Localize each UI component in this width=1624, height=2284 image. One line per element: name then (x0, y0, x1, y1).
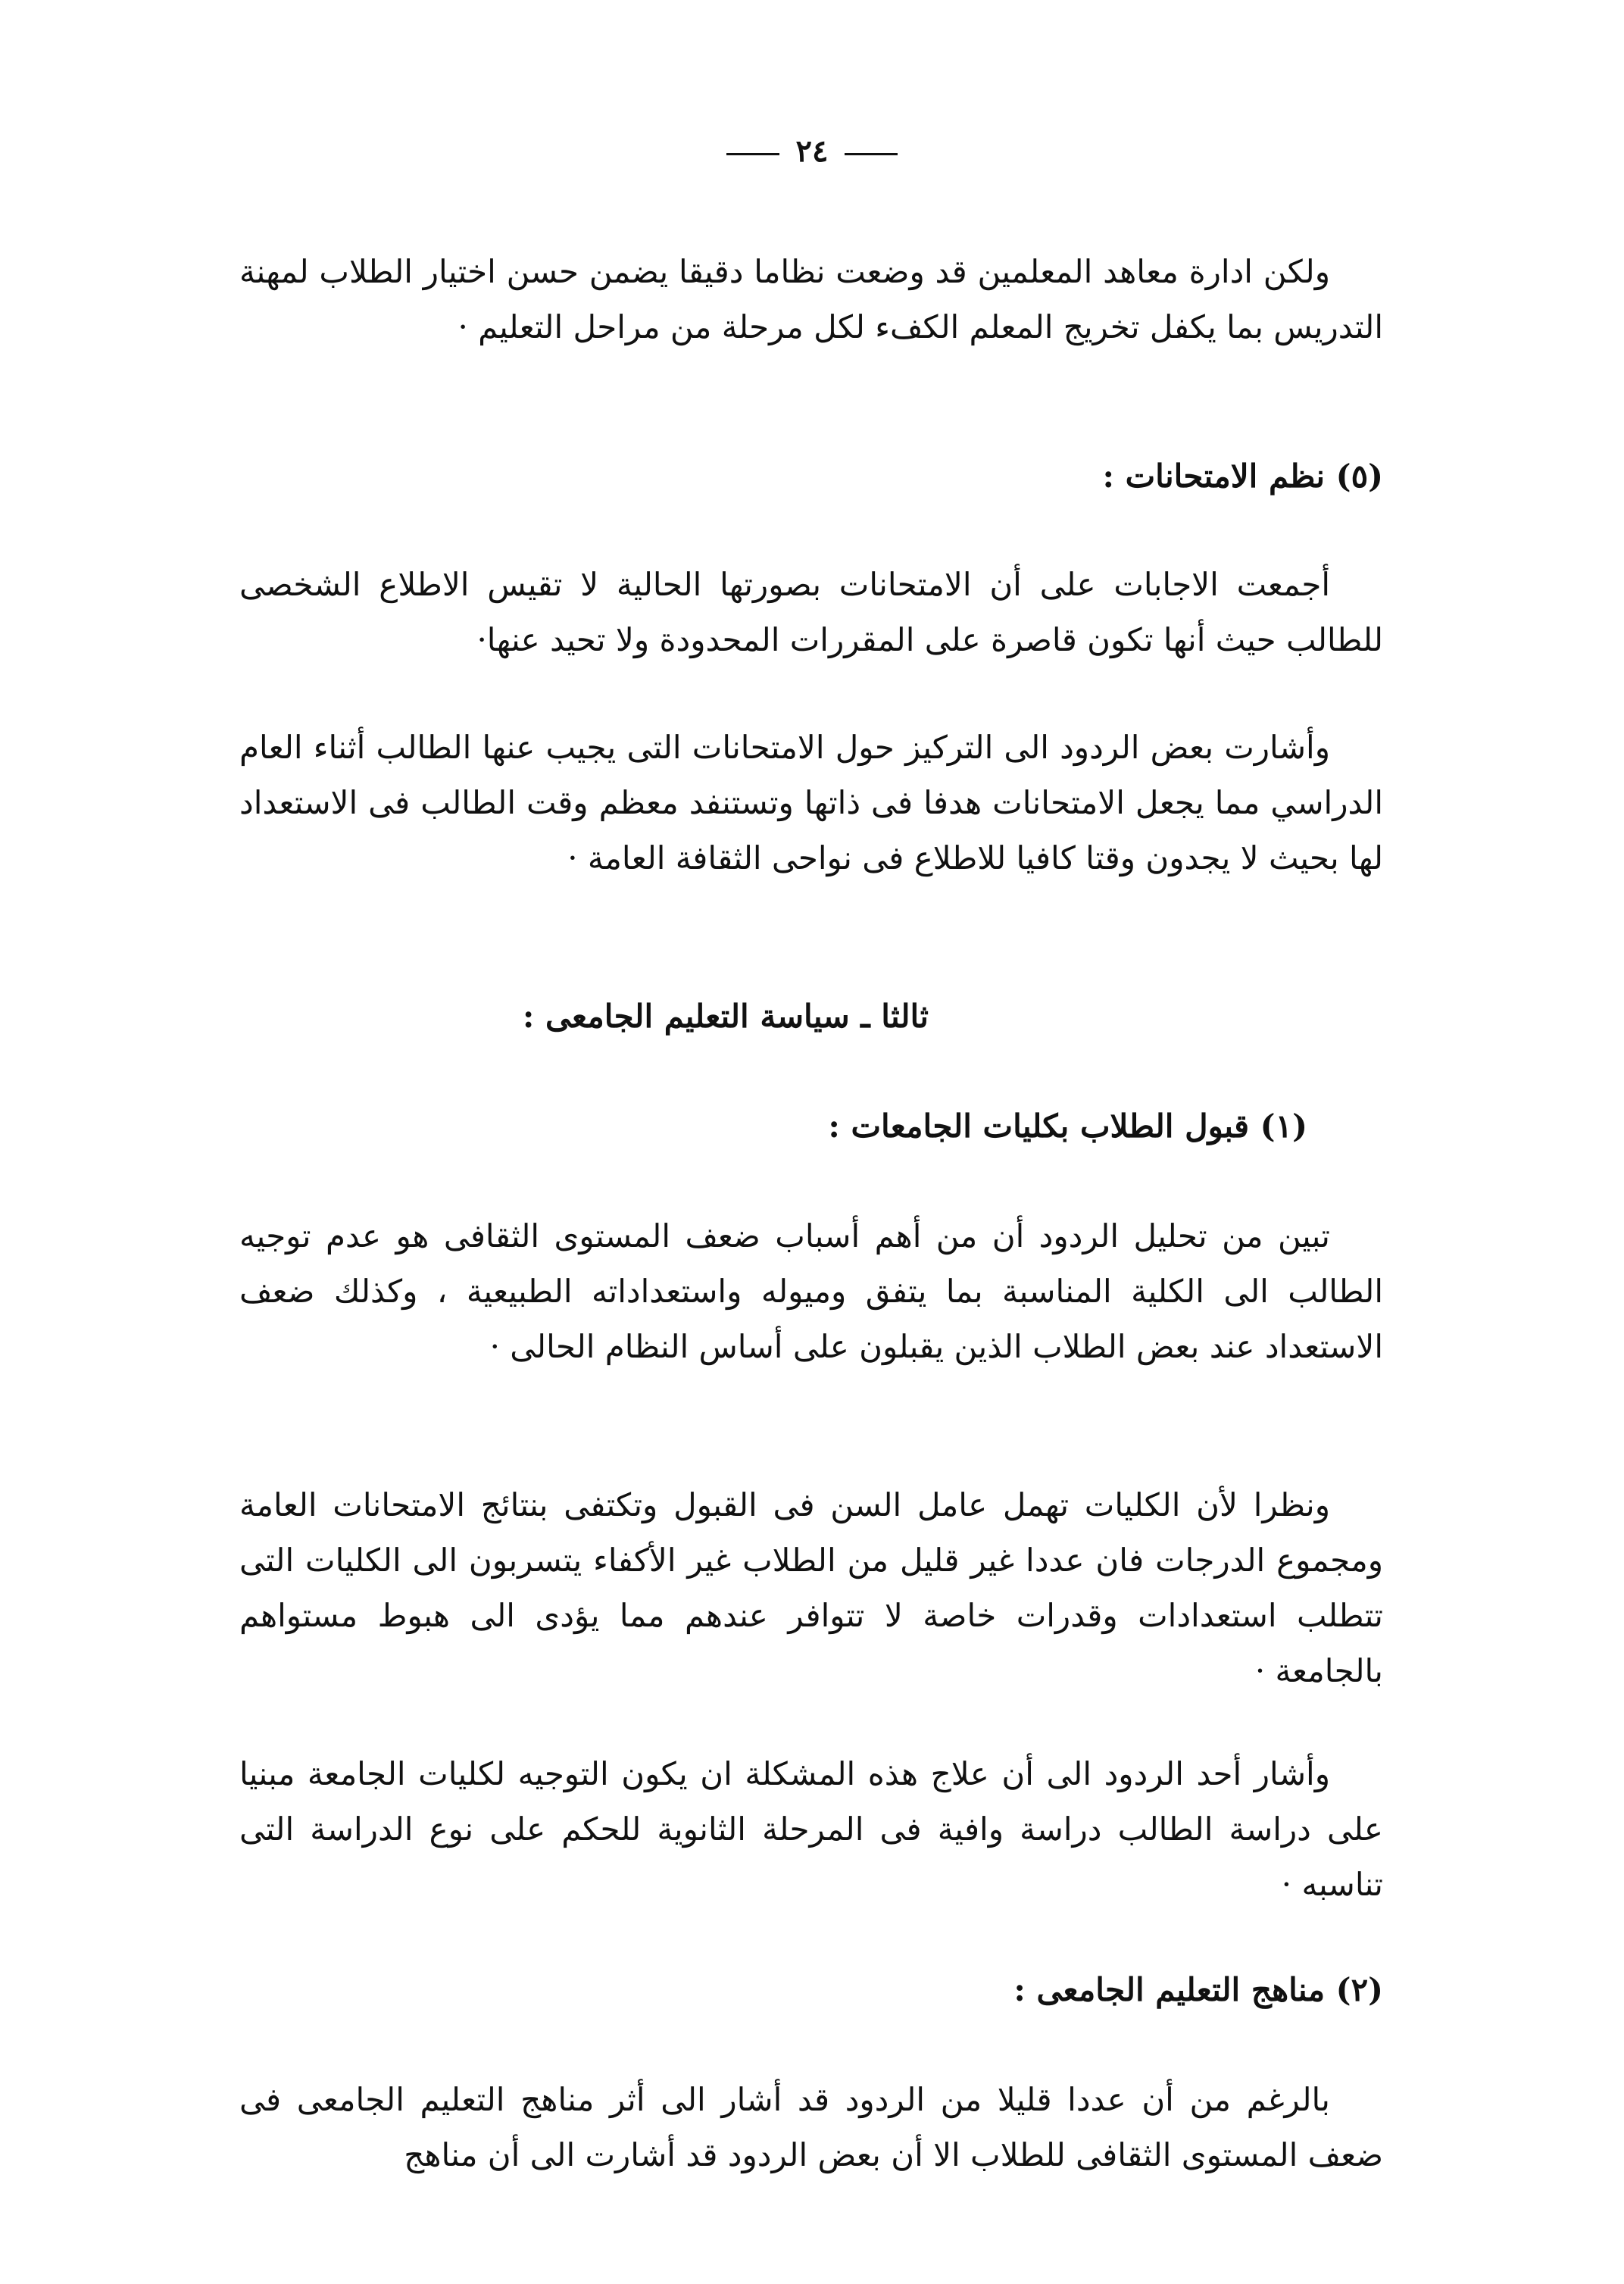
page-number-dash-right (845, 153, 898, 155)
paragraph-age-factor: ونظرا لأن الكليات تهمل عامل السن فى القبول وتكتفى بنتائج الامتحانات العامة ومجموع الدرجات فان عددا غير قليل من الطلاب غير الأكفاء يتسربون الى الكليات التى تتطلب استعدادات وقدرات خاصة لا تتوافر عندهم مما يؤدى الى هبوط مستواهم بالجامعة · (239, 1486, 1383, 1689)
paragraph-teacher-institutes: ولكن ادارة معاهد المعلمين قد وضعت نظاما دقيقا يضمن حسن اختيار الطلاب لمهنة التدريس بما يكفل تخريج المعلم الكفء لكل مرحلة من مراحل التعليم · (239, 253, 1383, 345)
page-number-dash-left (726, 153, 779, 155)
paragraph-guidance-solution: وأشار أحد الردود الى أن علاج هذه المشكلة ان يكون التوجيه لكليات الجامعة مبنيا على دراسة الطالب دراسة وافية فى المرحلة الثانوية للحكم على نوع الدراسة التى تناسبه · (239, 1755, 1383, 1903)
heading-university-policy: ثالثا ـ سياسة التعليم الجامعى : (522, 998, 929, 1035)
paragraph-admission-analysis: تبين من تحليل الردود أن من أهم أسباب ضعف المستوى الثقافى هو عدم توجيه الطالب الى الكلية المناسبة بما يتفق وميوله واستعداداته الطبيعية ، وكذلك ضعف الاستعداد عند بعض الطلاب الذين يقبلون على أساس النظام الحالى · (239, 1217, 1383, 1365)
heading-exam-systems: (٥) نظم الامتحانات : (1102, 458, 1383, 495)
heading-student-admission: (١) قبول الطلاب بكليات الجامعات : (828, 1108, 1307, 1145)
page-number-text: ٢٤ (795, 133, 829, 169)
paragraph-exams-consensus: أجمعت الاجابات على أن الامتحانات بصورتها الحالية لا تقيس الاطلاع الشخصى للطالب حيث أنها تكون قاصرة على المقررات المحدودة ولا تحيد عنها· (239, 566, 1383, 658)
page-number (0, 129, 1624, 174)
paragraph-exams-focus: وأشارت بعض الردود الى التركيز حول الامتحانات التى يجيب عنها الطالب أثناء العام الدراسي مما يجعل الامتحانات هدفا فى ذاتها وتستنفد معظم وقت الطالب فى الاستعداد لها بحيث لا يجدون وقتا كافيا للاطلاع فى نواحى الثقافة العامة · (239, 729, 1383, 876)
heading-university-curricula: (٢) مناهج التعليم الجامعى : (1013, 1971, 1383, 2008)
paragraph-curricula-effect: بالرغم من أن عددا قليلا من الردود قد أشار الى أثر مناهج التعليم الجامعى فى ضعف المستوى الثقافى للطلاب الا أن بعض الردود قد أشارت الى أن مناهج (239, 2081, 1383, 2173)
